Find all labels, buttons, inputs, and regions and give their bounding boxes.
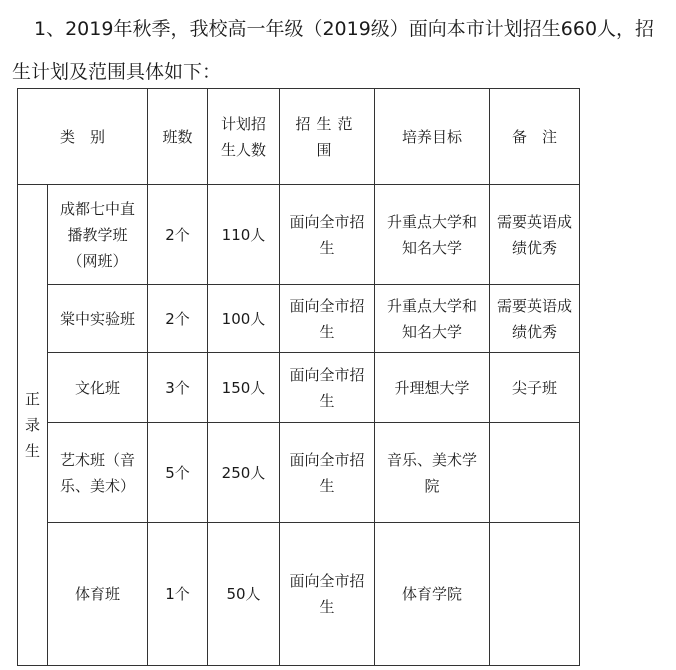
row-planned: 50人	[208, 523, 280, 666]
table-row	[18, 523, 580, 666]
table-row	[18, 353, 580, 423]
row-classes: 5个	[148, 423, 208, 523]
row-classes: 2个	[148, 285, 208, 353]
row-name: 文化班	[48, 353, 148, 423]
row-goal: 音乐、美术学院	[375, 423, 490, 523]
row-notes	[490, 423, 580, 523]
row-scope: 面向全市招生	[280, 185, 375, 285]
header-category: 类 别	[18, 89, 148, 185]
row-scope: 面向全市招生	[280, 423, 375, 523]
row-goal: 升理想大学	[375, 353, 490, 423]
row-goal: 体育学院	[375, 523, 490, 666]
row-scope: 面向全市招生	[280, 353, 375, 423]
header-notes: 备 注	[490, 89, 580, 185]
row-scope: 面向全市招生	[280, 523, 375, 666]
header-goal: 培养目标	[375, 89, 490, 185]
row-scope: 面向全市招生	[280, 285, 375, 353]
row-goal: 升重点大学和知名大学	[375, 185, 490, 285]
row-notes: 尖子班	[490, 353, 580, 423]
row-planned: 250人	[208, 423, 280, 523]
row-classes: 2个	[148, 185, 208, 285]
row-name: 艺术班（音乐、美术）	[48, 423, 148, 523]
row-name: 成都七中直播教学班（网班）	[48, 185, 148, 285]
row-classes: 1个	[148, 523, 208, 666]
row-notes	[490, 523, 580, 666]
row-name: 棠中实验班	[48, 285, 148, 353]
intro-text: 1、2019年秋季，我校高一年级（2019级）面向本市计划招生660人，招生计划及范围具体如下：	[12, 18, 655, 83]
header-scope: 招生范围	[280, 89, 375, 185]
row-planned: 100人	[208, 285, 280, 353]
row-notes: 需要英语成绩优秀	[490, 285, 580, 353]
header-planned: 计划招生人数	[208, 89, 280, 185]
header-classes: 班数	[148, 89, 208, 185]
enrollment-plan-table	[17, 88, 580, 666]
row-planned: 110人	[208, 185, 280, 285]
row-goal: 升重点大学和知名大学	[375, 285, 490, 353]
table-row	[18, 285, 580, 353]
table-header-row	[18, 89, 580, 185]
row-name: 体育班	[48, 523, 148, 666]
table-row	[18, 423, 580, 523]
table-row	[18, 185, 580, 285]
intro-paragraph	[12, 8, 672, 94]
row-notes: 需要英语成绩优秀	[490, 185, 580, 285]
row-planned: 150人	[208, 353, 280, 423]
group-label: 正录生	[18, 185, 48, 666]
row-classes: 3个	[148, 353, 208, 423]
